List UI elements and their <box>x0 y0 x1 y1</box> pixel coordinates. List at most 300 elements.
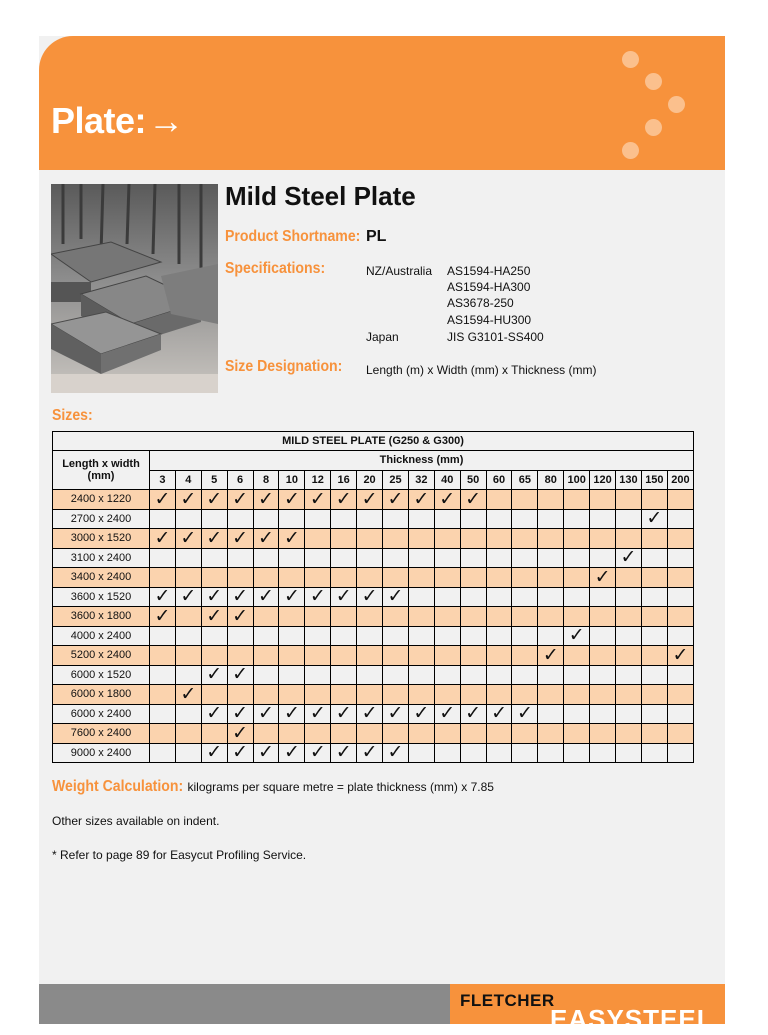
empty-cell <box>331 665 357 685</box>
empty-cell <box>538 548 564 568</box>
thickness-col-header: 12 <box>305 470 331 490</box>
check-icon: ✓ <box>486 704 512 724</box>
empty-cell <box>460 529 486 549</box>
empty-cell <box>616 743 642 763</box>
empty-cell <box>667 704 693 724</box>
thickness-col-header: 60 <box>486 470 512 490</box>
size-cell: 3000 x 1520 <box>53 529 150 549</box>
empty-cell <box>383 529 409 549</box>
check-icon: ✓ <box>357 704 383 724</box>
empty-cell <box>616 568 642 588</box>
empty-cell <box>357 646 383 666</box>
empty-cell <box>616 685 642 705</box>
check-icon: ✓ <box>383 490 409 510</box>
empty-cell <box>667 529 693 549</box>
empty-cell <box>590 509 616 529</box>
thickness-col-header: 8 <box>253 470 279 490</box>
empty-cell <box>279 626 305 646</box>
check-icon: ✓ <box>331 704 357 724</box>
empty-cell <box>590 743 616 763</box>
empty-cell <box>616 509 642 529</box>
empty-cell <box>383 724 409 744</box>
empty-cell <box>279 665 305 685</box>
empty-cell <box>538 626 564 646</box>
empty-cell <box>538 509 564 529</box>
check-icon: ✓ <box>331 743 357 763</box>
refer-note: * Refer to page 89 for Easycut Profiling Service. <box>52 848 307 862</box>
empty-cell <box>667 568 693 588</box>
check-icon: ✓ <box>512 704 538 724</box>
empty-cell <box>279 607 305 627</box>
check-icon: ✓ <box>279 490 305 510</box>
empty-cell <box>590 626 616 646</box>
empty-cell <box>460 685 486 705</box>
spec-standard: AS1594-HA250 <box>447 264 531 278</box>
check-icon: ✓ <box>253 704 279 724</box>
empty-cell <box>641 724 667 744</box>
empty-cell <box>279 685 305 705</box>
spec-region: Japan <box>366 330 399 344</box>
check-icon: ✓ <box>227 704 253 724</box>
check-icon: ✓ <box>253 529 279 549</box>
check-icon: ✓ <box>538 646 564 666</box>
empty-cell <box>201 568 227 588</box>
empty-cell <box>408 685 434 705</box>
empty-cell <box>227 509 253 529</box>
empty-cell <box>641 743 667 763</box>
table-row <box>53 685 694 705</box>
empty-cell <box>564 724 590 744</box>
empty-cell <box>201 509 227 529</box>
check-icon: ✓ <box>201 529 227 549</box>
check-icon: ✓ <box>201 743 227 763</box>
check-icon: ✓ <box>150 490 176 510</box>
thickness-col-header: 32 <box>408 470 434 490</box>
empty-cell <box>408 548 434 568</box>
empty-cell <box>486 665 512 685</box>
empty-cell <box>564 665 590 685</box>
empty-cell <box>538 607 564 627</box>
check-icon: ✓ <box>201 587 227 607</box>
empty-cell <box>434 568 460 588</box>
empty-cell <box>512 665 538 685</box>
brand-logo: FLETCHER EASYSTEEL <box>450 984 725 1024</box>
empty-cell <box>175 724 201 744</box>
check-icon: ✓ <box>434 704 460 724</box>
empty-cell <box>253 607 279 627</box>
check-icon: ✓ <box>227 743 253 763</box>
check-icon: ✓ <box>227 665 253 685</box>
thickness-col-header: 25 <box>383 470 409 490</box>
thickness-col-header: 4 <box>175 470 201 490</box>
table-row <box>53 548 694 568</box>
check-icon: ✓ <box>201 704 227 724</box>
table-row <box>53 665 694 685</box>
empty-cell <box>175 665 201 685</box>
empty-cell <box>460 548 486 568</box>
empty-cell <box>590 665 616 685</box>
empty-cell <box>564 490 590 510</box>
empty-cell <box>616 607 642 627</box>
empty-cell <box>201 724 227 744</box>
empty-cell <box>667 607 693 627</box>
empty-cell <box>616 587 642 607</box>
table-row <box>53 646 694 666</box>
table-row <box>53 529 694 549</box>
decor-dot <box>645 119 662 136</box>
empty-cell <box>460 607 486 627</box>
empty-cell <box>564 607 590 627</box>
empty-cell <box>538 490 564 510</box>
empty-cell <box>150 568 176 588</box>
empty-cell <box>590 548 616 568</box>
spec-standard: JIS G3101-SS400 <box>447 330 544 344</box>
check-icon: ✓ <box>253 490 279 510</box>
empty-cell <box>279 509 305 529</box>
thickness-col-header: 120 <box>590 470 616 490</box>
empty-cell <box>460 665 486 685</box>
check-icon: ✓ <box>434 490 460 510</box>
size-cell: 3600 x 1520 <box>53 587 150 607</box>
empty-cell <box>564 587 590 607</box>
empty-cell <box>434 665 460 685</box>
check-icon: ✓ <box>357 587 383 607</box>
empty-cell <box>641 568 667 588</box>
empty-cell <box>253 509 279 529</box>
empty-cell <box>383 509 409 529</box>
empty-cell <box>564 509 590 529</box>
other-sizes-note: Other sizes available on indent. <box>52 814 220 828</box>
empty-cell <box>512 568 538 588</box>
check-icon: ✓ <box>616 548 642 568</box>
empty-cell <box>408 626 434 646</box>
empty-cell <box>486 607 512 627</box>
check-icon: ✓ <box>279 529 305 549</box>
empty-cell <box>512 626 538 646</box>
size-cell: 4000 x 2400 <box>53 626 150 646</box>
empty-cell <box>616 646 642 666</box>
empty-cell <box>150 646 176 666</box>
empty-cell <box>641 587 667 607</box>
empty-cell <box>279 724 305 744</box>
empty-cell <box>305 665 331 685</box>
empty-cell <box>357 685 383 705</box>
check-icon: ✓ <box>201 665 227 685</box>
empty-cell <box>305 646 331 666</box>
empty-cell <box>357 568 383 588</box>
check-icon: ✓ <box>305 704 331 724</box>
check-icon: ✓ <box>227 607 253 627</box>
empty-cell <box>357 724 383 744</box>
empty-cell <box>667 548 693 568</box>
check-icon: ✓ <box>279 587 305 607</box>
table-row <box>53 607 694 627</box>
empty-cell <box>434 724 460 744</box>
size-cell: 9000 x 2400 <box>53 743 150 763</box>
check-icon: ✓ <box>227 490 253 510</box>
empty-cell <box>150 743 176 763</box>
check-icon: ✓ <box>460 490 486 510</box>
size-cell: 3400 x 2400 <box>53 568 150 588</box>
empty-cell <box>253 724 279 744</box>
check-icon: ✓ <box>408 704 434 724</box>
check-icon: ✓ <box>253 743 279 763</box>
empty-cell <box>331 548 357 568</box>
empty-cell <box>460 626 486 646</box>
empty-cell <box>305 568 331 588</box>
table-row <box>53 626 694 646</box>
check-icon: ✓ <box>331 490 357 510</box>
empty-cell <box>175 509 201 529</box>
table-row <box>53 568 694 588</box>
steel-plate-photo <box>51 184 218 393</box>
empty-cell <box>538 665 564 685</box>
check-icon: ✓ <box>383 587 409 607</box>
empty-cell <box>512 509 538 529</box>
decor-dot <box>645 73 662 90</box>
empty-cell <box>150 724 176 744</box>
check-icon: ✓ <box>279 743 305 763</box>
empty-cell <box>667 587 693 607</box>
empty-cell <box>408 587 434 607</box>
empty-cell <box>227 685 253 705</box>
thickness-col-header: 3 <box>150 470 176 490</box>
empty-cell <box>331 724 357 744</box>
empty-cell <box>538 587 564 607</box>
empty-cell <box>564 529 590 549</box>
empty-cell <box>512 685 538 705</box>
empty-cell <box>667 724 693 744</box>
empty-cell <box>486 509 512 529</box>
empty-cell <box>641 490 667 510</box>
empty-cell <box>383 568 409 588</box>
empty-cell <box>641 548 667 568</box>
empty-cell <box>460 587 486 607</box>
empty-cell <box>434 626 460 646</box>
spec-standard: AS3678-250 <box>447 296 514 310</box>
empty-cell <box>486 646 512 666</box>
empty-cell <box>331 529 357 549</box>
empty-cell <box>434 587 460 607</box>
empty-cell <box>175 607 201 627</box>
size-cell: 2400 x 1220 <box>53 490 150 510</box>
row-header: Length x width (mm) <box>53 451 150 490</box>
check-icon: ✓ <box>305 587 331 607</box>
empty-cell <box>616 724 642 744</box>
thickness-col-header: 40 <box>434 470 460 490</box>
table-row <box>53 704 694 724</box>
empty-cell <box>538 529 564 549</box>
empty-cell <box>175 646 201 666</box>
empty-cell <box>641 529 667 549</box>
empty-cell <box>460 568 486 588</box>
thickness-col-header: 80 <box>538 470 564 490</box>
empty-cell <box>434 685 460 705</box>
table-title: MILD STEEL PLATE (G250 & G300) <box>53 432 694 451</box>
empty-cell <box>590 529 616 549</box>
thickness-col-header: 150 <box>641 470 667 490</box>
empty-cell <box>486 685 512 705</box>
empty-cell <box>383 626 409 646</box>
empty-cell <box>434 646 460 666</box>
empty-cell <box>408 724 434 744</box>
empty-cell <box>150 685 176 705</box>
check-icon: ✓ <box>564 626 590 646</box>
empty-cell <box>357 607 383 627</box>
check-icon: ✓ <box>331 587 357 607</box>
check-icon: ✓ <box>253 587 279 607</box>
check-icon: ✓ <box>641 509 667 529</box>
empty-cell <box>150 548 176 568</box>
empty-cell <box>408 529 434 549</box>
empty-cell <box>408 607 434 627</box>
size-cell: 3100 x 2400 <box>53 548 150 568</box>
empty-cell <box>305 724 331 744</box>
check-icon: ✓ <box>383 704 409 724</box>
thickness-col-header: 100 <box>564 470 590 490</box>
empty-cell <box>641 685 667 705</box>
empty-cell <box>486 548 512 568</box>
check-icon: ✓ <box>150 529 176 549</box>
empty-cell <box>227 568 253 588</box>
empty-cell <box>641 607 667 627</box>
empty-cell <box>227 548 253 568</box>
spec-standard: AS1594-HA300 <box>447 280 531 294</box>
empty-cell <box>305 685 331 705</box>
size-cell: 6000 x 1520 <box>53 665 150 685</box>
empty-cell <box>564 548 590 568</box>
empty-cell <box>434 743 460 763</box>
empty-cell <box>564 685 590 705</box>
empty-cell <box>460 509 486 529</box>
size-designation-value: Length (m) x Width (mm) x Thickness (mm) <box>366 363 597 377</box>
empty-cell <box>667 490 693 510</box>
empty-cell <box>305 529 331 549</box>
empty-cell <box>201 685 227 705</box>
check-icon: ✓ <box>227 587 253 607</box>
size-cell: 6000 x 2400 <box>53 704 150 724</box>
decor-dot <box>668 96 685 113</box>
empty-cell <box>408 665 434 685</box>
empty-cell <box>331 607 357 627</box>
empty-cell <box>564 743 590 763</box>
size-designation-label: Size Designation: <box>225 358 343 375</box>
table-row <box>53 509 694 529</box>
empty-cell <box>590 685 616 705</box>
table-row <box>53 587 694 607</box>
empty-cell <box>512 548 538 568</box>
empty-cell <box>227 646 253 666</box>
empty-cell <box>616 529 642 549</box>
empty-cell <box>667 743 693 763</box>
check-icon: ✓ <box>175 490 201 510</box>
empty-cell <box>590 490 616 510</box>
empty-cell <box>486 490 512 510</box>
empty-cell <box>253 626 279 646</box>
empty-cell <box>512 587 538 607</box>
empty-cell <box>667 509 693 529</box>
size-cell: 3600 x 1800 <box>53 607 150 627</box>
check-icon: ✓ <box>383 743 409 763</box>
check-icon: ✓ <box>150 607 176 627</box>
table-row <box>53 490 694 510</box>
empty-cell <box>201 626 227 646</box>
check-icon: ✓ <box>590 568 616 588</box>
empty-cell <box>408 646 434 666</box>
empty-cell <box>383 685 409 705</box>
check-icon: ✓ <box>408 490 434 510</box>
empty-cell <box>512 646 538 666</box>
empty-cell <box>512 529 538 549</box>
thickness-col-header: 200 <box>667 470 693 490</box>
empty-cell <box>175 548 201 568</box>
empty-cell <box>150 665 176 685</box>
empty-cell <box>486 724 512 744</box>
empty-cell <box>253 568 279 588</box>
empty-cell <box>564 646 590 666</box>
thickness-col-header: 16 <box>331 470 357 490</box>
empty-cell <box>408 743 434 763</box>
thickness-col-header: 6 <box>227 470 253 490</box>
empty-cell <box>175 704 201 724</box>
check-icon: ✓ <box>357 743 383 763</box>
empty-cell <box>538 568 564 588</box>
sizes-table <box>52 431 694 763</box>
check-icon: ✓ <box>201 490 227 510</box>
empty-cell <box>538 704 564 724</box>
empty-cell <box>486 587 512 607</box>
size-cell: 7600 x 2400 <box>53 724 150 744</box>
empty-cell <box>590 724 616 744</box>
empty-cell <box>667 685 693 705</box>
check-icon: ✓ <box>201 607 227 627</box>
check-icon: ✓ <box>175 529 201 549</box>
empty-cell <box>590 704 616 724</box>
empty-cell <box>667 665 693 685</box>
empty-cell <box>331 626 357 646</box>
thickness-col-header: 65 <box>512 470 538 490</box>
product-title: Mild Steel Plate <box>225 181 416 211</box>
empty-cell <box>305 548 331 568</box>
empty-cell <box>357 509 383 529</box>
empty-cell <box>641 626 667 646</box>
empty-cell <box>641 665 667 685</box>
size-cell: 5200 x 2400 <box>53 646 150 666</box>
empty-cell <box>331 685 357 705</box>
thickness-col-header: 10 <box>279 470 305 490</box>
check-icon: ✓ <box>357 490 383 510</box>
empty-cell <box>512 743 538 763</box>
thickness-col-header: 130 <box>616 470 642 490</box>
empty-cell <box>408 568 434 588</box>
empty-cell <box>512 724 538 744</box>
empty-cell <box>460 724 486 744</box>
empty-cell <box>538 743 564 763</box>
page-title: Plate:→ <box>51 100 184 141</box>
check-icon: ✓ <box>460 704 486 724</box>
empty-cell <box>486 626 512 646</box>
spec-standard: AS1594-HU300 <box>447 313 532 327</box>
check-icon: ✓ <box>175 685 201 705</box>
empty-cell <box>408 509 434 529</box>
empty-cell <box>227 626 253 646</box>
empty-cell <box>357 665 383 685</box>
empty-cell <box>434 548 460 568</box>
size-cell: 2700 x 2400 <box>53 509 150 529</box>
empty-cell <box>460 743 486 763</box>
table-row <box>53 743 694 763</box>
table-row <box>53 724 694 744</box>
